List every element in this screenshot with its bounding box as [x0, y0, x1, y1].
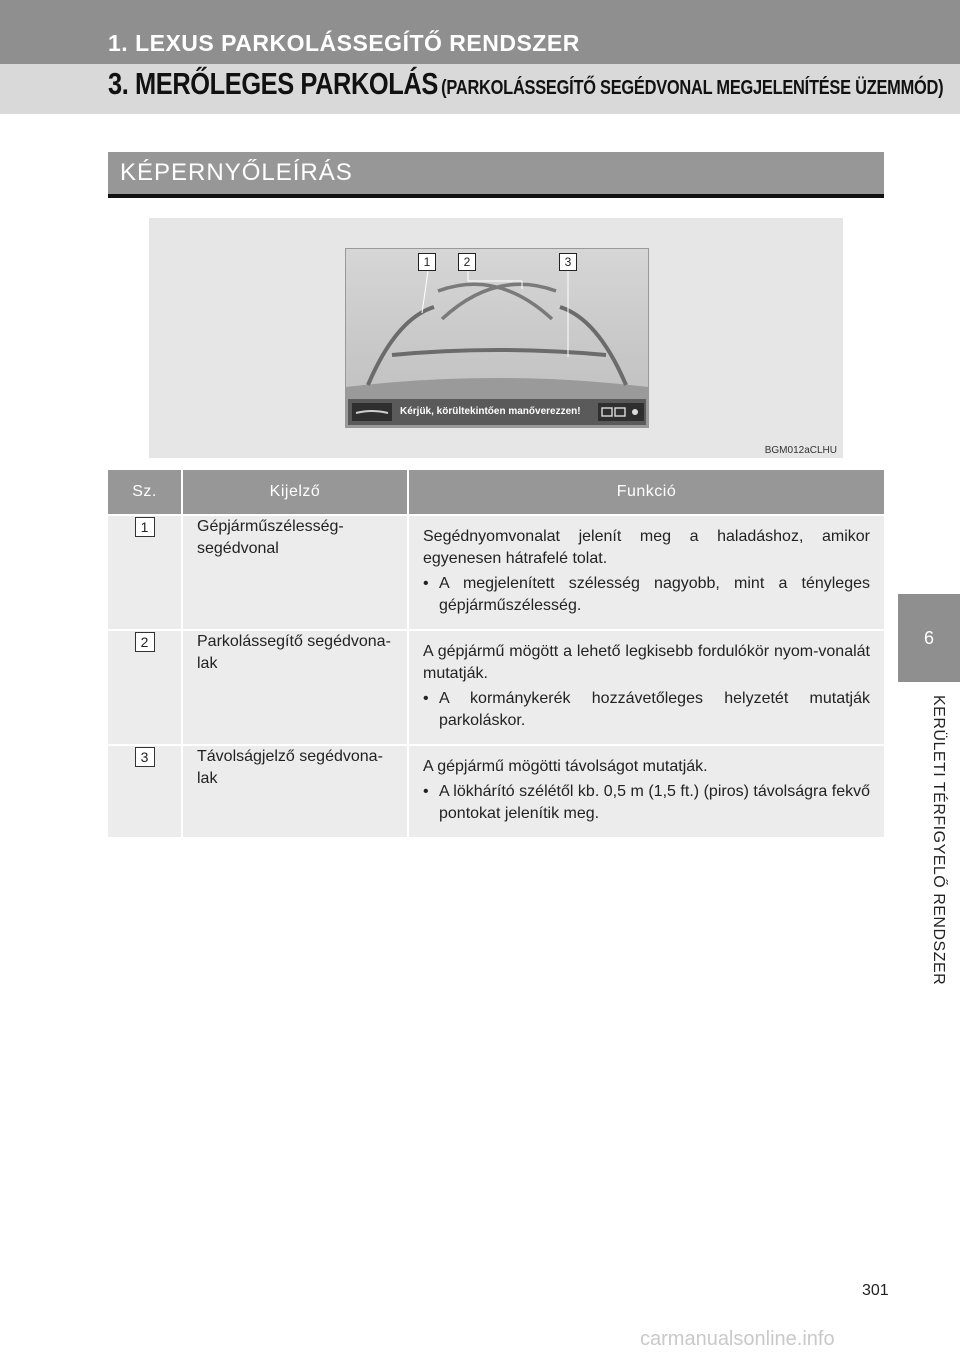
row-function — [408, 630, 884, 745]
row-display: Parkolássegítő segédvona-lak — [182, 630, 408, 745]
section-heading-text: KÉPERNYŐLEÍRÁS — [120, 159, 353, 186]
description-table — [108, 470, 884, 837]
table-header-row — [108, 470, 884, 515]
table-row — [108, 745, 884, 837]
row-function — [408, 745, 884, 837]
row-function — [408, 515, 884, 630]
table-row — [108, 630, 884, 745]
page-title-main: 3. MERŐLEGES PARKOLÁS — [108, 66, 438, 101]
page-header — [0, 0, 960, 114]
row-number-cell — [108, 630, 182, 745]
row-number: 3 — [135, 747, 155, 767]
header-number: Sz. — [108, 470, 182, 515]
row-number-cell — [108, 745, 182, 837]
row-number: 1 — [135, 517, 155, 537]
row-number-cell — [108, 515, 182, 630]
page-title-paren: (PARKOLÁSSEGÍTŐ SEGÉDVONAL MEGJELENÍTÉSE ÜZEMMÓD) — [441, 77, 944, 99]
function-text: Segédnyomvonalat jelenít meg a haladáshoz, amikor egyenesen hátrafelé tolat. — [423, 528, 870, 567]
function-text: A gépjármű mögötti távolságot mutatják. — [423, 758, 708, 775]
chapter-label: KERÜLETI TÉRFIGYELŐ RENDSZER — [930, 695, 947, 986]
function-bullet: • A kormánykerék hozzávetőleges helyzetét mutatják parkoláskor. — [423, 688, 870, 732]
header-function: Funkció — [408, 470, 884, 515]
row-display: Távolságjelző segédvona-lak — [182, 745, 408, 837]
screen-message: Kérjük, körültekintően manőverezzen! — [400, 406, 581, 417]
row-display: Gépjárműszélesség-segédvonal — [182, 515, 408, 630]
callout-1: 1 — [418, 253, 436, 271]
header-display: Kijelző — [182, 470, 408, 515]
row-number: 2 — [135, 632, 155, 652]
chapter-tab: 6 — [898, 594, 960, 682]
function-bullet: • A megjelenített szélesség nagyobb, mint a tényleges gépjárműszélesség. — [423, 573, 870, 617]
table-row — [108, 515, 884, 630]
section-heading — [108, 152, 884, 198]
camera-screen — [345, 248, 649, 428]
guide-lines-illustration — [346, 249, 648, 427]
page-number: 301 — [862, 1282, 889, 1299]
camera-figure — [149, 218, 843, 458]
section-title: 1. LEXUS PARKOLÁSSEGÍTŐ RENDSZER — [108, 30, 580, 56]
function-text: A gépjármű mögött a lehető legkisebb fordulókör nyom-vonalát mutatják. — [423, 643, 870, 682]
callout-3: 3 — [559, 253, 577, 271]
figure-code: BGM012aCLHU — [764, 445, 837, 456]
page-title — [108, 66, 943, 106]
watermark: carmanualsonline.info — [640, 1328, 835, 1350]
callout-2: 2 — [458, 253, 476, 271]
function-bullet: • A lökhárító szélétől kb. 0,5 m (1,5 ft.) (piros) távolságra fekvő pontokat jelenítik meg. — [423, 781, 870, 825]
